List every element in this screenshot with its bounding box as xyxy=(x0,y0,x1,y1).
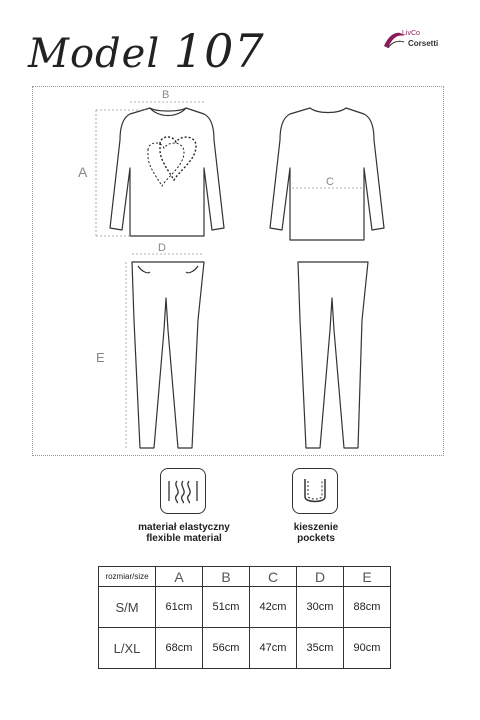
feature-pockets-pl: kieszenie xyxy=(293,522,339,533)
leggings-back-outline xyxy=(298,262,368,448)
value-cell: 42cm xyxy=(250,587,297,628)
feature-pockets-en: pockets xyxy=(297,533,335,544)
header-cell: rozmiar/size xyxy=(99,567,156,587)
header-cell: E xyxy=(344,567,391,587)
dim-label-a: A xyxy=(78,164,88,180)
heart-print xyxy=(148,137,196,186)
size-cell: L/XL xyxy=(99,628,156,669)
size-table-header xyxy=(99,567,391,587)
dim-label-d: D xyxy=(158,242,166,254)
value-cell: 56cm xyxy=(203,628,250,669)
stretch-icon xyxy=(160,468,206,514)
header-cell: A xyxy=(156,567,203,587)
leggings-front-outline xyxy=(132,262,204,448)
header-cell: D xyxy=(297,567,344,587)
top-back-outline xyxy=(270,108,384,240)
model-number: 107 xyxy=(173,24,265,78)
pocket-icon xyxy=(292,468,338,514)
value-cell: 47cm xyxy=(250,628,297,669)
value-cell: 61cm xyxy=(156,587,203,628)
table-row xyxy=(99,587,391,628)
value-cell: 90cm xyxy=(344,628,391,669)
dim-label-b: B xyxy=(162,89,170,101)
header-cell: C xyxy=(250,567,297,587)
value-cell: 51cm xyxy=(203,587,250,628)
feature-flexible-material xyxy=(124,522,244,544)
value-cell: 30cm xyxy=(297,587,344,628)
feature-pockets xyxy=(256,522,376,544)
size-cell: S/M xyxy=(99,587,156,628)
value-cell: 88cm xyxy=(344,587,391,628)
value-cell: 68cm xyxy=(156,628,203,669)
table-row xyxy=(99,628,391,669)
value-cell: 35cm xyxy=(297,628,344,669)
feature-flexible-en: flexible material xyxy=(146,533,222,544)
header-cell: B xyxy=(203,567,250,587)
top-front-outline xyxy=(110,108,224,236)
dim-label-e: E xyxy=(96,350,105,365)
size-table xyxy=(98,566,391,669)
dim-label-c: C xyxy=(326,176,334,188)
brand-line2: Corsetti xyxy=(408,39,439,48)
feature-flexible-pl: materiał elastyczny xyxy=(138,522,230,533)
brand-line1: LivCo xyxy=(402,30,420,37)
model-title-word: Model xyxy=(28,31,161,77)
